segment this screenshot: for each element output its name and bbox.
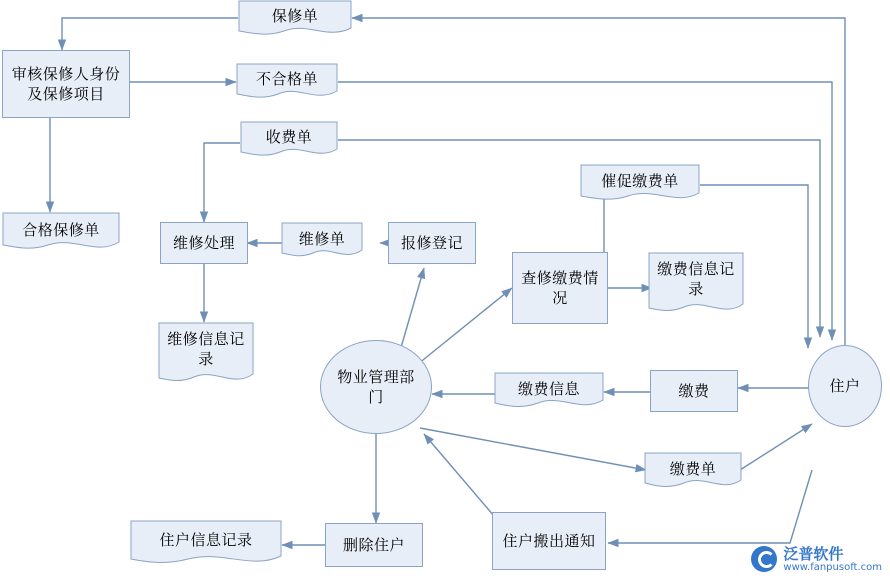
node-wei-xiu-chu-li[interactable] bbox=[160, 222, 248, 264]
watermark-name: 泛普软件 bbox=[783, 544, 844, 563]
node-label: 维修处理 bbox=[172, 233, 235, 252]
node-label: 住户搬出通知 bbox=[502, 531, 596, 550]
node-label: 保修单 bbox=[271, 6, 319, 25]
node-label: 缴费单 bbox=[669, 459, 717, 478]
node-cui-cu-jiao-fei-dan[interactable] bbox=[580, 164, 700, 204]
watermark-url: www.fanpusoft.com bbox=[783, 562, 882, 573]
node-label: 合格保修单 bbox=[22, 220, 100, 239]
node-label: 报修登记 bbox=[400, 233, 463, 252]
node-label: 维修单 bbox=[298, 229, 346, 248]
node-label: 缴费信息 bbox=[517, 379, 580, 398]
node-wu-ye-guan-li-bu-men[interactable] bbox=[320, 340, 432, 434]
node-label: 催促缴费单 bbox=[601, 171, 679, 190]
node-zhu-hu-xin-xi-ji-lu[interactable] bbox=[130, 520, 282, 570]
node-label: 审核保修人身份及保修项目 bbox=[11, 64, 121, 103]
node-label: 删除住户 bbox=[342, 535, 405, 554]
node-shenhe-baoxiu[interactable] bbox=[2, 50, 130, 118]
node-cha-xiu-jiao-fei[interactable] bbox=[512, 252, 608, 324]
node-wei-xiu-dan[interactable] bbox=[281, 222, 363, 262]
watermark bbox=[751, 546, 882, 574]
node-jiao-fei-xin-xi-ji-lu[interactable] bbox=[648, 252, 744, 318]
node-shou-fei-dan[interactable] bbox=[240, 121, 338, 159]
node-label: 维修信息记录 bbox=[167, 329, 245, 368]
node-jiao-fei[interactable] bbox=[650, 370, 738, 412]
node-label: 住户信息记录 bbox=[159, 530, 253, 549]
node-wei-xiu-xin-xi-ji-lu[interactable] bbox=[158, 322, 254, 388]
node-label: 不合格单 bbox=[255, 69, 318, 88]
node-label: 缴费 bbox=[678, 381, 710, 400]
node-zhu-hu-ban-chu-tong-zhi[interactable] bbox=[492, 512, 606, 570]
brand-logo-icon bbox=[751, 546, 777, 572]
node-label: 物业管理部门 bbox=[337, 367, 415, 406]
node-label: 收费单 bbox=[265, 127, 313, 146]
node-label: 缴费信息记录 bbox=[657, 259, 735, 298]
node-bao-xiu-deng-ji[interactable] bbox=[388, 222, 476, 264]
node-label: 住户 bbox=[829, 376, 861, 395]
node-bu-he-ge-dan[interactable] bbox=[236, 63, 338, 101]
node-label: 查修缴费情况 bbox=[521, 268, 599, 307]
node-zhu-hu[interactable] bbox=[808, 345, 882, 427]
node-shan-chu-zhu-hu[interactable] bbox=[325, 523, 423, 567]
node-jiao-fei-dan[interactable] bbox=[644, 452, 742, 492]
node-jiao-fei-xin-xi[interactable] bbox=[494, 372, 604, 412]
node-baoxiudan[interactable] bbox=[238, 0, 352, 38]
node-he-ge-bao-xiu-dan[interactable] bbox=[2, 212, 120, 254]
